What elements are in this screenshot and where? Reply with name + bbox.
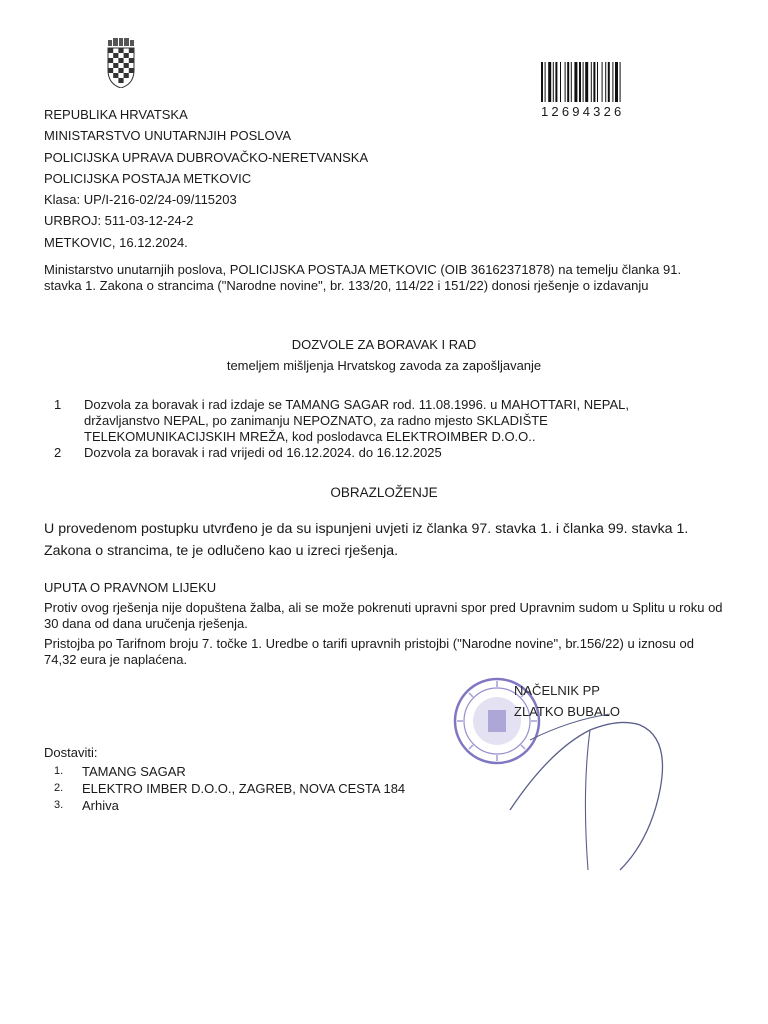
list-item-number: 2. bbox=[54, 782, 64, 794]
header-class-number: Klasa: UP/I-216-02/24-09/115203 bbox=[44, 192, 237, 208]
header-place-date: METKOVIC, 16.12.2024. bbox=[44, 234, 188, 250]
list-item-text: Arhiva bbox=[82, 798, 119, 813]
reasoning-text: U provedenom postupku utvrđeno je da su ispunjeni uvjeti iz članka 97. stavka 1. i članka 99. stavka 1. Zakona o strancima, te je odlučeno kao u izreci rješenja. bbox=[44, 521, 689, 559]
handwritten-signature bbox=[470, 690, 710, 880]
reasoning-heading: OBRAZLOŽENJE bbox=[330, 485, 438, 500]
signatory-name: ZLATKO BUBALO bbox=[514, 704, 620, 719]
header-country: REPUBLIKA HRVATSKA bbox=[44, 107, 188, 122]
document-header bbox=[44, 104, 368, 253]
croatian-coat-of-arms-icon bbox=[107, 38, 135, 88]
list-item-number: 1. bbox=[54, 765, 64, 777]
document-subtitle: temeljem mišljenja Hrvatskog zavoda za zapošljavanje bbox=[226, 358, 542, 373]
legal-remedy-text bbox=[44, 600, 724, 672]
decision-item bbox=[54, 397, 694, 445]
header-police-station: POLICIJSKA POSTAJA METKOVIC bbox=[44, 170, 252, 186]
item-text: Dozvola za boravak i rad izdaje se TAMANG SAGAR rod. 11.08.1996. u MAHOTTARI, NEPAL, državljanstvo NEPAL, po zanimanju NEPOZNATO, za radno mjesto SKLADIŠTE TELEKOMUNIKACIJSKIH MREŽA, kod poslodavca ELEKTROIMBER D.O.O.. bbox=[84, 397, 630, 444]
header-ministry: MINISTARSTVO UNUTARNJIH POSLOVA bbox=[44, 128, 292, 144]
barcode-number: 12694326 bbox=[541, 104, 625, 119]
item-text: Dozvola za boravak i rad vrijedi od 16.12.2024. do 16.12.2025 bbox=[84, 445, 442, 460]
barcode-icon bbox=[541, 62, 637, 102]
delivery-list bbox=[44, 763, 405, 814]
decision-item bbox=[54, 445, 694, 461]
list-item bbox=[44, 797, 405, 814]
list-item bbox=[44, 763, 405, 780]
legal-remedy-paragraph: Protiv ovog rješenja nije dopuštena žalba, ali se može pokrenuti upravni spor pred Upravnim sudom u Splitu u roku od 30 dana od dana uručenja rješenja. bbox=[44, 600, 723, 631]
legal-remedy-heading: UPUTA O PRAVNOM LIJEKU bbox=[44, 580, 217, 595]
decision-items bbox=[54, 397, 694, 461]
header-police-administration: POLICIJSKA UPRAVA DUBROVAČKO-NERETVANSKA bbox=[44, 149, 369, 165]
item-number: 1 bbox=[54, 397, 62, 412]
signatory-title: NAČELNIK PP bbox=[514, 683, 600, 698]
list-item-text: ELEKTRO IMBER D.O.O., ZAGREB, NOVA CESTA 184 bbox=[82, 781, 406, 796]
delivery-heading: Dostaviti: bbox=[44, 745, 98, 760]
fee-paragraph: Pristojba po Tarifnom broju 7. točke 1. Uredbe o tarifi upravnih pristojbi ("Narodne novine", br.156/22) u iznosu od 74,32 eura je naplaćena. bbox=[44, 636, 694, 667]
list-item bbox=[44, 780, 405, 797]
list-item-number: 3. bbox=[54, 799, 64, 811]
document-title: DOZVOLE ZA BORAVAK I RAD bbox=[291, 337, 477, 352]
list-item-text: TAMANG SAGAR bbox=[82, 764, 186, 779]
intro-paragraph: Ministarstvo unutarnjih poslova, POLICIJSKA POSTAJA METKOVIC (OIB 36162371878) na temelju članka 91. stavka 1. Zakona o strancima ("Narodne novine", br. 133/20, 114/22 i 151/22) donosi rješenje o izdavanju bbox=[44, 262, 682, 293]
header-reference-number: URBROJ: 511-03-12-24-2 bbox=[44, 213, 194, 229]
item-number: 2 bbox=[54, 445, 62, 460]
